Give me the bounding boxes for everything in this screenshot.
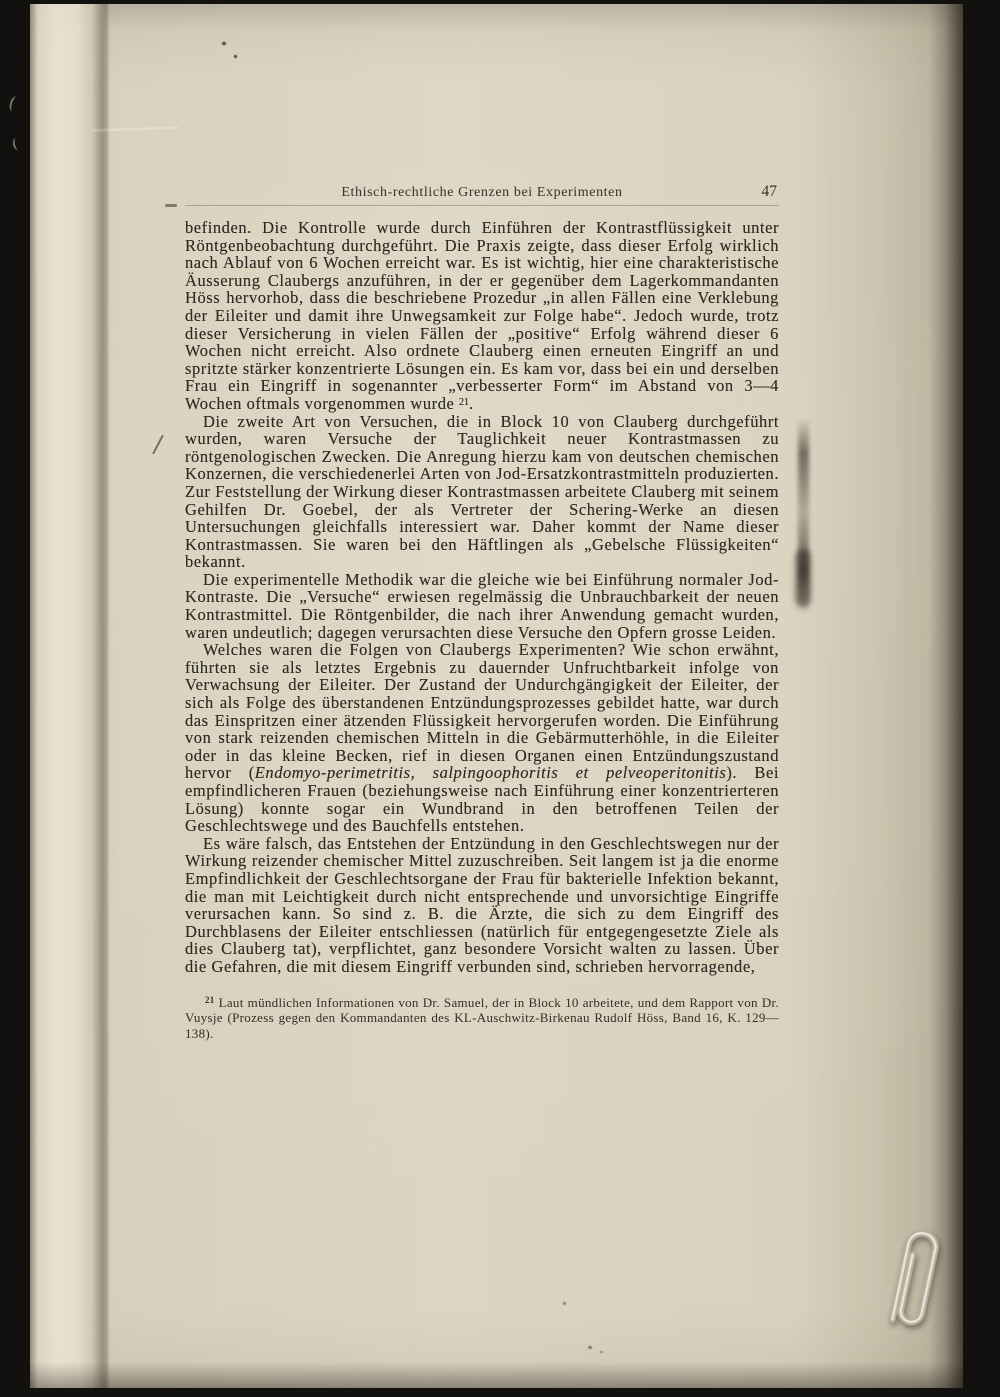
pencil-mark [152, 435, 164, 454]
paragraph-5: Es wäre falsch, das Entstehen der Entzündung in den Geschlechtswegen nur der Wirkung reizender chemischer Mittel zuzuschreiben. Seit langem ist ja die enorme Empfindlichkeit der Geschlechtsorgane der Frau für bakterielle Infektion bekannt, die man mit Leichtigkeit durch nicht entsprechende und unvorsichtige Eingriffe verursachen kann. So sind z. B. die Ärzte, die sich zu dem Eingriff des Durchblasens der Eileiter entschliessen (natürlich für entgegengesetzte Ziele als dies Clauberg tat), verpflichtet, ganz besondere Vorsicht walten zu lassen. Über die Gefahren, die mit diesem Eingriff verbunden sind, schrieben hervorragende, [185, 833, 779, 976]
scan-edge-mark [8, 95, 21, 113]
paragraph-2: Die zweite Art von Versuchen, die in Block 10 von Clauberg durchgeführt wurden, waren Versuche der Tauglichkeit neuer Kontrastmassen zu röntgenologischen Zwecken. Die Anregung hierzu kam von deutschen chemischen Konzernen, die verschiedenerlei Arten von Jod-Ersatzkontrastmitteln produzierten. Zur Feststellung der Wirkung dieser Kontrastmassen arbeitete Clauberg mit seinem Gehilfen Dr. Goebel, der als Vertreter der Schering-Werke an diesen Untersuchungen gleichfalls interessiert war. Daher kommt der Name dieser Kontrastmassen. Sie waren bei den Häftlingen als „Gebelsche Flüssigkeiten“ bekannt. [185, 411, 779, 572]
page-content [185, 183, 779, 1041]
page-right-shadow [929, 4, 963, 1388]
footnote-marker: 21 [205, 994, 215, 1005]
book-page [30, 4, 963, 1388]
running-header [185, 183, 779, 206]
footnote-block [185, 993, 779, 1042]
paragraph-4-end: ). Bei empfindlicheren Frauen (beziehungsweise nach Einführung einer konzentrierteren Lösung) konnte sogar ein Wundbrand in den betroffenen Teilen der Geschlechtswege und des Bauchfells entstehen. [185, 763, 779, 836]
footnote-21 [185, 993, 779, 1042]
page-number: 47 [761, 183, 777, 200]
paragraph-1 [185, 219, 779, 413]
scan-speck [563, 1302, 566, 1305]
scan-speck [222, 42, 226, 45]
page-left-edge [30, 4, 110, 1388]
header-dash [165, 204, 177, 207]
scan-speck [600, 1351, 603, 1353]
paragraph-1-text: befinden. Die Kontrolle wurde durch Einführen der Kontrastflüssigkeit unter Röntgenbeobachtung durchgeführt. Die Praxis zeigte, dass dieser Erfolg wirklich nach Ablauf von 6 Wochen erreicht war. Es ist wichtig, hier eine charakteristische Äusserung Claubergs anzuführen, in der er gegenüber dem Lagerkommandanten Höss hervorhob, dass die beschriebene Prozedur „in allen Fällen eine Verklebung der Eileiter und damit ihre Unwegsamkeit zur Folge habe“. Jedoch wurde, trotz dieser Versicherung in vielen Fällen der „positive“ Erfolg während dieser 6 Wochen nicht erreicht. Also ordnete Clauberg einen erneuten Eingriff an und spritzte stärker konzentrierte Lösungen ein. Es kam vor, dass bei ein und derselben Frau ein Eingriff in sogenannter „verbesserter Form“ im Abstand von 3—4 Wochen oftmals vorgenommen wurde [185, 218, 779, 413]
header-title: Ethisch-rechtliche Grenzen bei Experimenten [341, 185, 623, 200]
latin-medical-terms: Endomyo-perimetritis, salpingoophoritis et pelveoperitonitis [254, 763, 727, 783]
paragraph-1-end: . [469, 393, 474, 413]
scan-speck [588, 1346, 592, 1349]
footnote-ref-21: 21 [459, 396, 470, 408]
paragraph-4-text: Welches waren die Folgen von Claubergs Experimenten? Wie schon erwähnt, führten sie als letztes Ergebnis zu dauernder Unfruchtbarkeit infolge von Verwachsung der Eileiter. Der Zustand der Undurchgängigkeit der Eileiter, der sich als Folge des überstandenen Entzündungsprozesses gebildet hatte, war durch das Einspritzen einer ätzenden Flüssigkeit hervorgerufen worden. Die Einführung von stark reizenden chemischen Mitteln in die Gebärmutterhöhle, in die Eileiter oder in das kleine Becken, rief in diesen Organen einen Entzündungszustand hervor ( [185, 640, 779, 783]
page-bottom-shadow [30, 1362, 963, 1388]
footnote-text: Laut mündlichen Informationen von Dr. Samuel, der in Block 10 arbeitete, und dem Rapport von Dr. Vuysje (Prozess gegen den Kommandanten des KL-Auschwitz-Birkenau Rudolf Höss, Band 16, K. 129—138). [185, 994, 779, 1041]
ink-smudge-blob [795, 549, 811, 607]
scan-edge-mark [12, 137, 22, 150]
scan-speck [234, 55, 237, 58]
body-text [185, 219, 779, 976]
paragraph-4 [185, 641, 779, 835]
paragraph-3: Die experimentelle Methodik war die gleiche wie bei Einführung normaler Jod-Kontraste. Die „Versuche“ erwiesen regelmässig die Unbrauchbarkeit der neuen Kontrastmittel. Die Röntgenbilder, die nach ihrer Anwendung gemacht wurden, waren undeutlich; dagegen verursachten diese Versuche den Opfern grosse Leiden. [185, 569, 779, 642]
